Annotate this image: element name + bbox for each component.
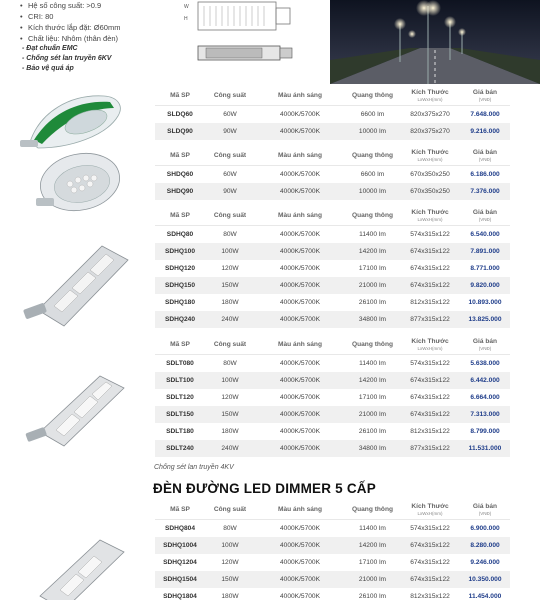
cell-model: SLDQ60 — [167, 111, 193, 118]
cell-size: 674x315x122 — [410, 576, 450, 583]
header-power: Công suất — [213, 341, 247, 348]
cell-power: 120W — [221, 394, 239, 401]
product-image-sdhq — [20, 240, 135, 330]
cell-power: 120W — [221, 559, 239, 566]
header-color: Màu ánh sáng — [278, 341, 322, 348]
surge-protection-note: Chống sét lan truyền 4KV — [154, 464, 234, 471]
cell-power: 100W — [221, 377, 239, 384]
cell-power: 240W — [221, 316, 239, 323]
product-table-sdhq-dimmer — [155, 500, 510, 600]
table-header — [155, 206, 510, 226]
cell-color: 4000K/5700K — [280, 111, 320, 118]
drawing-label-h: H — [184, 16, 188, 22]
header-price-label: Giá bán — [472, 149, 498, 156]
header-lumen: Quang thông — [351, 92, 394, 99]
cell-color: 4000K/5700K — [280, 231, 320, 238]
spec-item: • Kích thước lắp đặt: Ø60mm — [20, 22, 190, 33]
cell-lumen: 14200 lm — [358, 377, 387, 384]
cell-power: 60W — [223, 111, 237, 118]
drawing-label-w: W — [184, 4, 189, 10]
header-price — [460, 88, 510, 103]
header-size — [400, 502, 460, 517]
header-price — [460, 337, 510, 352]
cell-lumen: 17100 lm — [358, 559, 387, 566]
cell-size: 574x315x122 — [410, 360, 450, 367]
cell-size: 674x315x122 — [410, 377, 450, 384]
cell-model: SDHQ240 — [164, 316, 196, 323]
cell-lumen: 34800 lm — [358, 316, 387, 323]
product-table-sdhq — [155, 206, 510, 328]
header-price-sub: (VNĐ) — [478, 97, 492, 102]
cell-color: 4000K/5700K — [280, 360, 320, 367]
header-size-label: Kích Thước — [411, 209, 449, 216]
feature-item: - Đạt chuẩn EMC — [22, 45, 78, 52]
cell-model: SDLT100 — [166, 377, 194, 384]
cell-power: 60W — [223, 171, 237, 178]
cell-power: 120W — [221, 265, 239, 272]
header-model: Mã SP — [170, 92, 190, 99]
header-size-sub: LxWxH(mm) — [417, 346, 443, 351]
cell-size: 670x350x250 — [410, 188, 450, 195]
table-row — [155, 440, 510, 457]
cell-size: 674x315x122 — [410, 282, 450, 289]
header-price-sub: (VNĐ) — [478, 346, 492, 351]
header-size-sub: LxWxH(mm) — [417, 217, 443, 222]
cell-power: 90W — [223, 128, 237, 135]
cell-size: 820x375x270 — [410, 111, 450, 118]
cell-price: 11.454.000 — [468, 593, 502, 600]
header-lumen: Quang thông — [351, 341, 394, 348]
cell-price: 7.376.000 — [470, 188, 500, 195]
header-size-label: Kích Thước — [411, 338, 449, 345]
cell-lumen: 21000 lm — [358, 576, 387, 583]
cell-lumen: 6600 lm — [360, 171, 385, 178]
cell-power: 150W — [221, 282, 239, 289]
cell-size: 674x315x122 — [410, 559, 450, 566]
cell-power: 100W — [221, 248, 239, 255]
cell-model: SDHQ1504 — [163, 576, 197, 583]
header-size-sub: LxWxH(mm) — [417, 157, 443, 162]
table-row — [155, 294, 510, 311]
cell-color: 4000K/5700K — [280, 377, 320, 384]
table-row — [155, 588, 510, 600]
header-power: Công suất — [213, 212, 247, 219]
header-color: Màu ánh sáng — [278, 92, 322, 99]
cell-lumen: 10000 lm — [358, 128, 387, 135]
table-row — [155, 571, 510, 588]
header-color: Màu ánh sáng — [278, 212, 322, 219]
cell-size: 812x315x122 — [410, 428, 450, 435]
cell-price: 11.531.000 — [468, 445, 502, 452]
cell-size: 674x315x122 — [410, 411, 450, 418]
cell-model: SDHQ1204 — [163, 559, 197, 566]
cell-lumen: 14200 lm — [358, 248, 387, 255]
cell-price: 6.540.000 — [470, 231, 500, 238]
cell-color: 4000K/5700K — [280, 265, 320, 272]
cell-color: 4000K/5700K — [280, 282, 320, 289]
product-image-sdlt — [20, 370, 135, 450]
cell-price: 13.825.000 — [468, 316, 502, 323]
cell-power: 180W — [221, 428, 239, 435]
cell-model: SHDQ60 — [166, 171, 194, 178]
header-size-label: Kích Thước — [411, 89, 449, 96]
header-price-label: Giá bán — [472, 503, 498, 510]
cell-model: SDLT120 — [166, 394, 194, 401]
feature-item: - Bảo vệ quá áp — [22, 65, 74, 72]
header-price-sub: (VNĐ) — [478, 217, 492, 222]
header-price-label: Giá bán — [472, 338, 498, 345]
cell-color: 4000K/5700K — [280, 316, 320, 323]
cell-model: SDHQ1004 — [163, 542, 197, 549]
cell-model: SDLT240 — [166, 445, 194, 452]
cell-lumen: 21000 lm — [358, 282, 387, 289]
header-size-sub: LxWxH(mm) — [417, 97, 443, 102]
table-row — [155, 123, 510, 140]
cell-color: 4000K/5700K — [280, 299, 320, 306]
cell-power: 150W — [221, 576, 239, 583]
header-size-label: Kích Thước — [411, 503, 449, 510]
spec-item: • Hệ số công suất: >0.9 — [20, 0, 190, 11]
table-row — [155, 389, 510, 406]
cell-price: 5.638.000 — [470, 360, 500, 367]
table-row — [155, 537, 510, 554]
cell-lumen: 26100 lm — [358, 299, 387, 306]
cell-color: 4000K/5700K — [280, 559, 320, 566]
cell-color: 4000K/5700K — [280, 542, 320, 549]
table-row — [155, 243, 510, 260]
header-power: Công suất — [213, 152, 247, 159]
table-row — [155, 423, 510, 440]
header-lumen: Quang thông — [351, 212, 394, 219]
cell-model: SDHQ150 — [164, 282, 196, 289]
header-size — [400, 148, 460, 163]
table-header — [155, 86, 510, 106]
cell-size: 670x350x250 — [410, 171, 450, 178]
product-table-sldq — [155, 86, 510, 140]
cell-size: 674x315x122 — [410, 542, 450, 549]
cell-price: 6.900.000 — [470, 525, 500, 532]
cell-color: 4000K/5700K — [280, 171, 320, 178]
cell-lumen: 11400 lm — [359, 231, 386, 238]
cell-model: SDLT180 — [166, 428, 194, 435]
header-size-label: Kích Thước — [411, 149, 449, 156]
cell-price: 6.186.000 — [470, 171, 500, 178]
cell-color: 4000K/5700K — [280, 188, 320, 195]
street-night-photo — [330, 0, 540, 84]
cell-size: 812x315x122 — [410, 299, 450, 306]
cell-price: 7.891.000 — [470, 248, 500, 255]
cell-power: 240W — [221, 445, 239, 452]
header-model: Mã SP — [170, 212, 190, 219]
cell-lumen: 6600 lm — [360, 111, 385, 118]
header-lumen: Quang thông — [351, 506, 394, 513]
header-price-label: Giá bán — [472, 209, 498, 216]
table-row — [155, 226, 510, 243]
cell-lumen: 17100 lm — [358, 394, 387, 401]
table-row — [155, 183, 510, 200]
cell-power: 90W — [223, 188, 237, 195]
cell-model: SDHQ1804 — [163, 593, 197, 600]
header-price — [460, 148, 510, 163]
table-row — [155, 554, 510, 571]
cell-price: 9.820.000 — [470, 282, 500, 289]
table-header — [155, 335, 510, 355]
product-image-sdhq-dimmer — [20, 530, 135, 600]
cell-lumen: 11400 lm — [359, 360, 386, 367]
table-header — [155, 146, 510, 166]
header-color: Màu ánh sáng — [278, 506, 322, 513]
cell-color: 4000K/5700K — [280, 445, 320, 452]
cell-price: 8.799.000 — [470, 428, 500, 435]
cell-price: 9.216.000 — [470, 128, 500, 135]
header-model: Mã SP — [170, 506, 190, 513]
cell-power: 150W — [221, 411, 239, 418]
spec-list — [20, 0, 190, 44]
product-table-shdq — [155, 146, 510, 200]
cell-size: 674x315x122 — [410, 265, 450, 272]
cell-color: 4000K/5700K — [280, 411, 320, 418]
cell-size: 877x315x122 — [410, 316, 450, 323]
feature-item: - Chống sét lan truyền 6KV — [22, 55, 112, 62]
header-price-sub: (VNĐ) — [478, 511, 492, 516]
cell-size: 820x375x270 — [410, 128, 450, 135]
spec-item: • Chất liệu: Nhôm (thân đèn) — [20, 33, 190, 44]
cell-color: 4000K/5700K — [280, 248, 320, 255]
cell-model: SLDQ90 — [167, 128, 193, 135]
header-price — [460, 208, 510, 223]
table-row — [155, 355, 510, 372]
table-row — [155, 260, 510, 277]
cell-lumen: 14200 lm — [358, 542, 387, 549]
cell-lumen: 17100 lm — [358, 265, 387, 272]
product-image-sldq — [20, 82, 130, 152]
cell-price: 6.442.000 — [470, 377, 500, 384]
cell-color: 4000K/5700K — [280, 593, 320, 600]
cell-power: 100W — [221, 542, 239, 549]
header-power: Công suất — [213, 506, 247, 513]
cell-lumen: 26100 lm — [358, 593, 387, 600]
cell-model: SDLT080 — [166, 360, 194, 367]
cell-size: 674x315x122 — [410, 394, 450, 401]
cell-price: 7.313.000 — [470, 411, 500, 418]
cell-lumen: 21000 lm — [358, 411, 387, 418]
table-row — [155, 372, 510, 389]
header-power: Công suất — [213, 92, 247, 99]
cell-model: SDLT150 — [166, 411, 194, 418]
header-model: Mã SP — [170, 341, 190, 348]
feature-list — [22, 44, 111, 74]
cell-price: 10.350.000 — [468, 576, 502, 583]
table-row — [155, 166, 510, 183]
cell-price: 10.893.000 — [468, 299, 502, 306]
cell-color: 4000K/5700K — [280, 576, 320, 583]
cell-model: SHDQ90 — [166, 188, 194, 195]
cell-power: 80W — [223, 231, 237, 238]
cell-model: SDHQ180 — [164, 299, 196, 306]
cell-lumen: 10000 lm — [358, 188, 387, 195]
spec-item: • CRI: 80 — [20, 11, 190, 22]
cell-price: 7.648.000 — [470, 111, 500, 118]
cell-power: 80W — [223, 360, 237, 367]
table-row — [155, 520, 510, 537]
section-title: ĐÈN ĐƯỜNG LED DIMMER 5 CẤP — [153, 481, 376, 496]
table-row — [155, 106, 510, 123]
product-table-sdlt — [155, 335, 510, 457]
header-size — [400, 337, 460, 352]
table-row — [155, 277, 510, 294]
cell-color: 4000K/5700K — [280, 525, 320, 532]
product-image-shdq — [20, 148, 130, 218]
cell-price: 6.664.000 — [470, 394, 500, 401]
header-size — [400, 88, 460, 103]
cell-model: SDHQ80 — [166, 231, 194, 238]
cell-size: 574x315x122 — [410, 231, 450, 238]
cell-color: 4000K/5700K — [280, 394, 320, 401]
cell-price: 9.246.000 — [470, 559, 500, 566]
cell-model: SDHQ100 — [164, 248, 196, 255]
table-row — [155, 406, 510, 423]
header-price-label: Giá bán — [472, 89, 498, 96]
cell-power: 180W — [221, 593, 239, 600]
cell-model: SDHQ120 — [164, 265, 196, 272]
header-price — [460, 502, 510, 517]
technical-drawing — [180, 0, 310, 72]
cell-power: 180W — [221, 299, 239, 306]
header-lumen: Quang thông — [351, 152, 394, 159]
cell-color: 4000K/5700K — [280, 128, 320, 135]
cell-size: 877x315x122 — [410, 445, 450, 452]
header-price-sub: (VNĐ) — [478, 157, 492, 162]
header-size — [400, 208, 460, 223]
header-size-sub: LxWxH(mm) — [417, 511, 443, 516]
cell-lumen: 26100 lm — [358, 428, 387, 435]
cell-color: 4000K/5700K — [280, 428, 320, 435]
cell-model: SDHQ804 — [164, 525, 196, 532]
cell-lumen: 34800 lm — [358, 445, 387, 452]
cell-price: 8.771.000 — [470, 265, 500, 272]
cell-price: 8.280.000 — [470, 542, 500, 549]
header-model: Mã SP — [170, 152, 190, 159]
cell-lumen: 11400 lm — [359, 525, 386, 532]
table-header — [155, 500, 510, 520]
header-color: Màu ánh sáng — [278, 152, 322, 159]
cell-size: 574x315x122 — [410, 525, 450, 532]
cell-power: 80W — [223, 525, 237, 532]
cell-size: 812x315x122 — [410, 593, 450, 600]
table-row — [155, 311, 510, 328]
cell-size: 674x315x122 — [410, 248, 450, 255]
